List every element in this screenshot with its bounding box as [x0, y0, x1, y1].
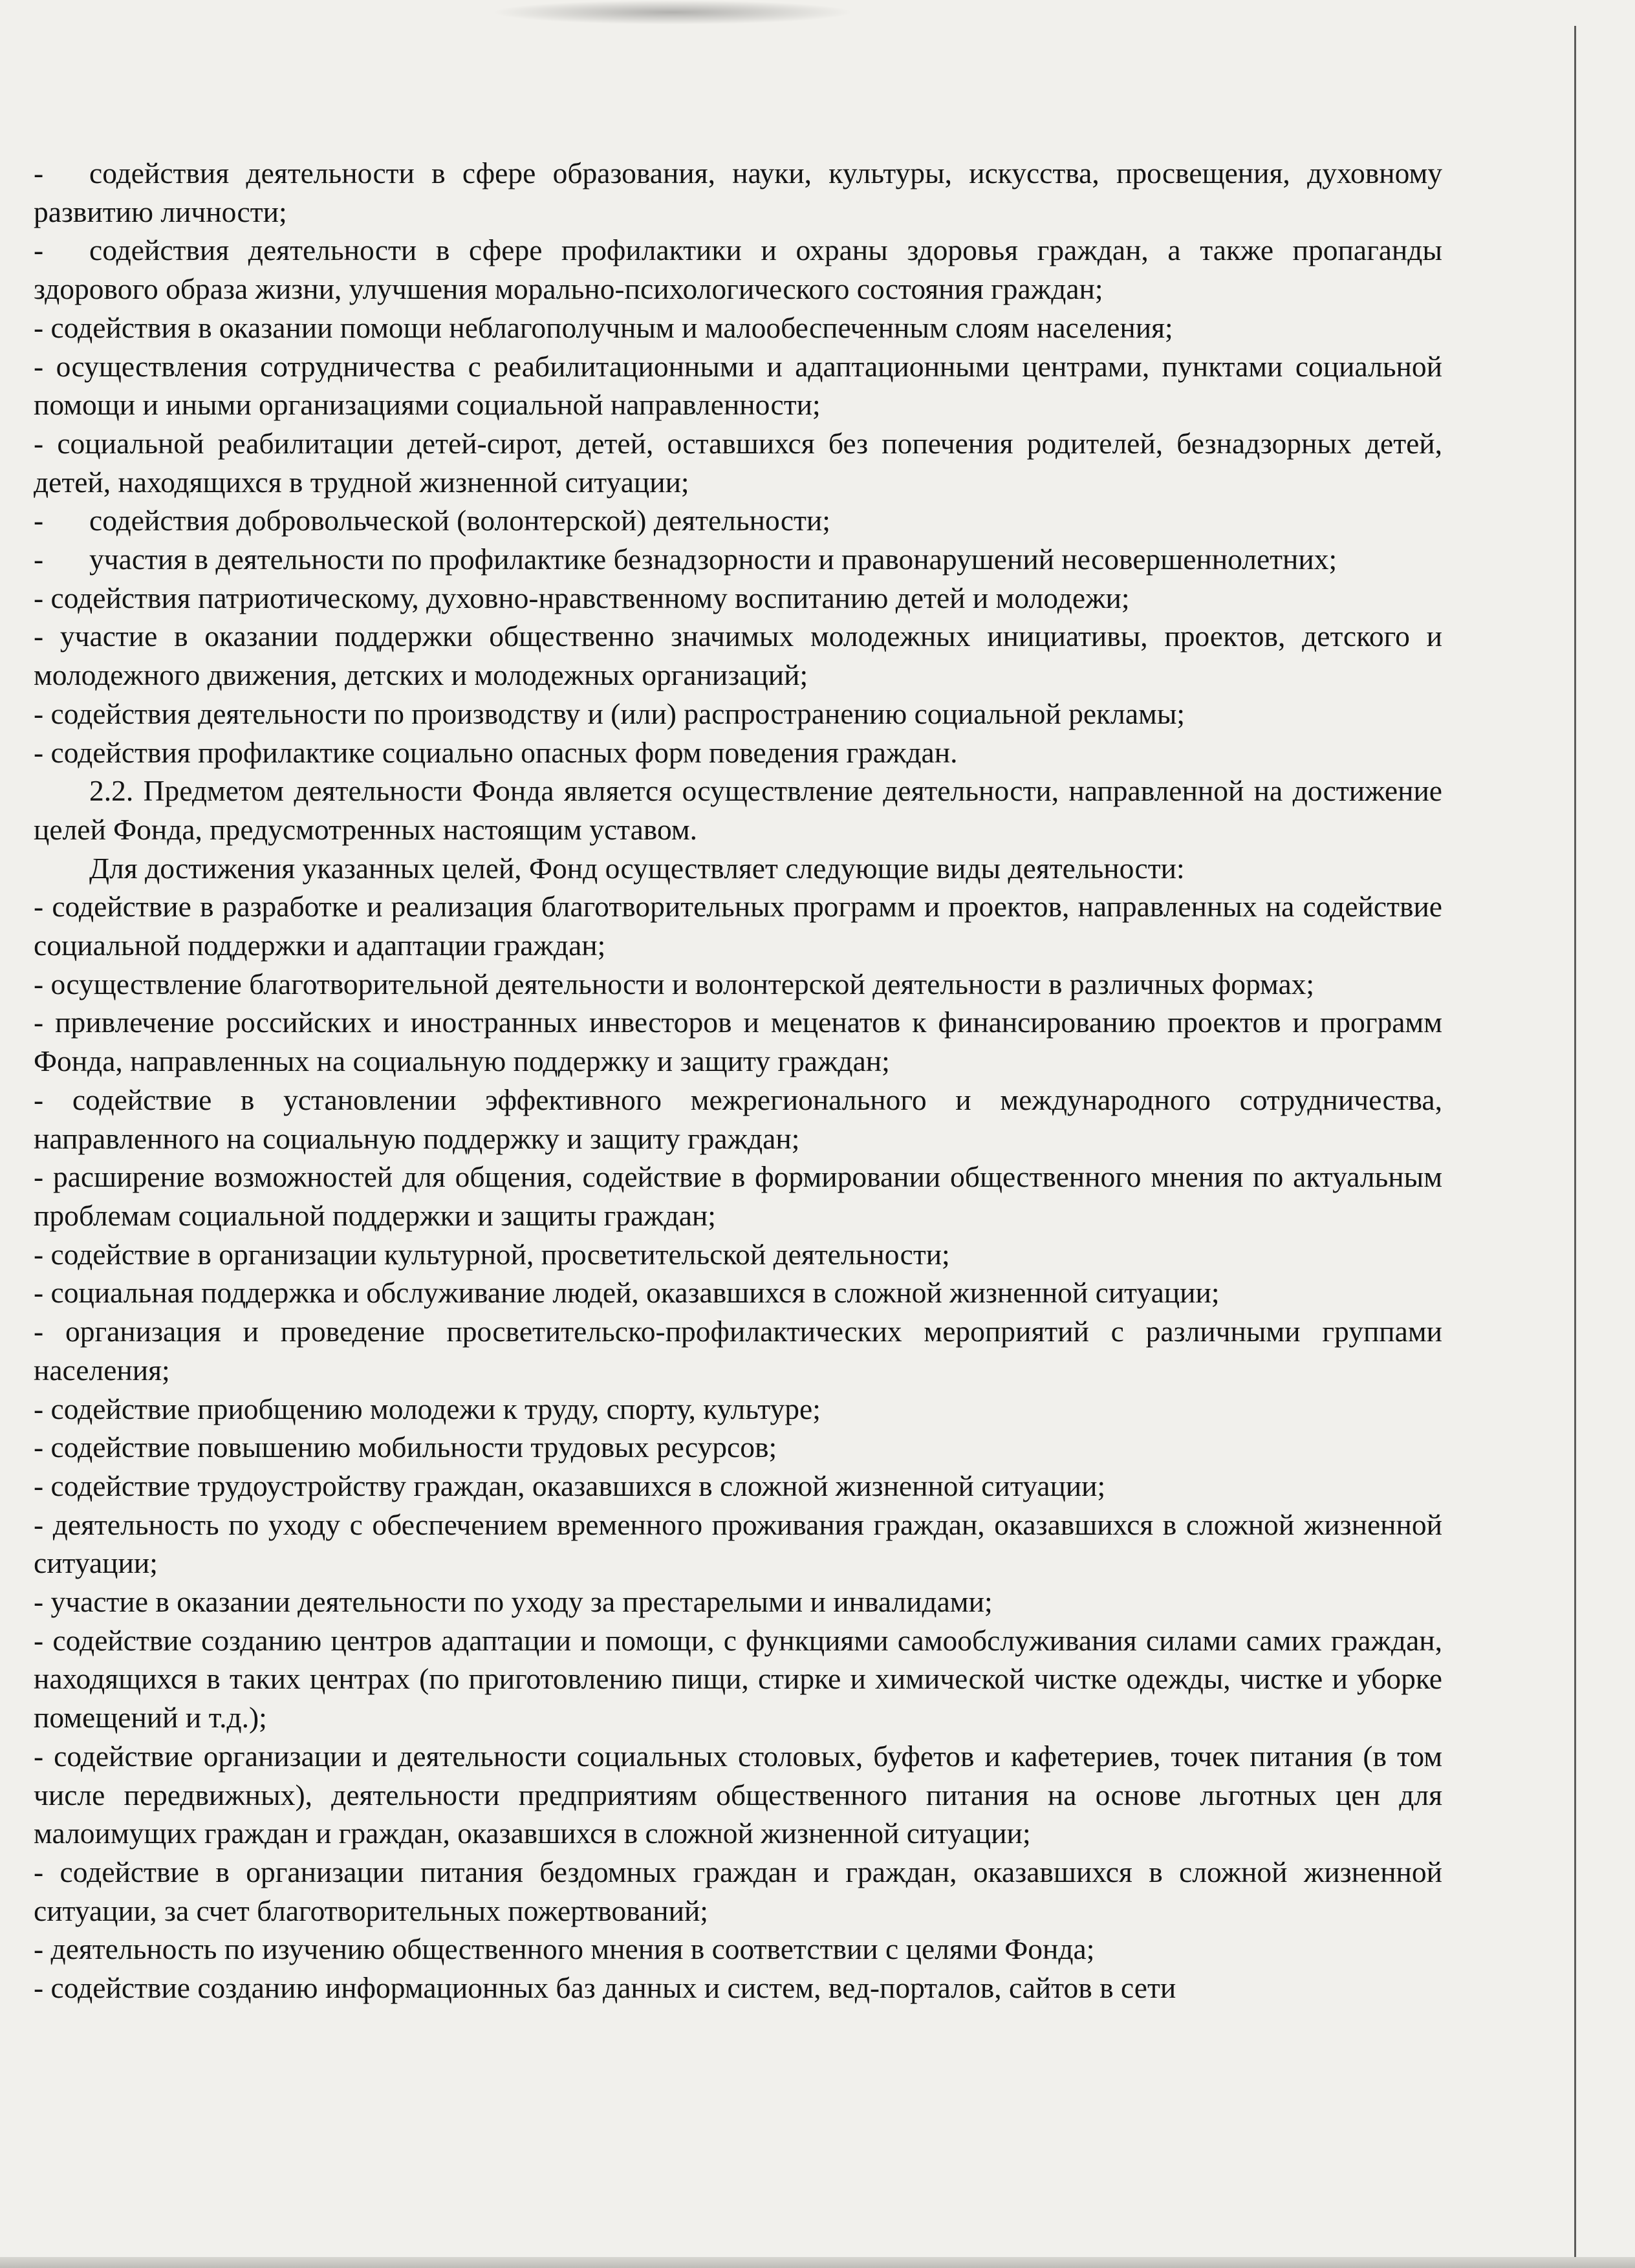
paragraph-p26: [34, 1582, 1442, 1621]
paragraph-p11: [34, 733, 1442, 772]
paragraph-text: - осуществления сотрудничества с реабилитационными и адаптационными центрами, пунктами социальной помощи и иными организациями социальной направленности;: [34, 349, 1442, 422]
paragraph-p24: [34, 1467, 1442, 1506]
list-dash: -: [34, 543, 44, 576]
list-dash: -: [34, 504, 44, 537]
paragraph-text: - осуществление благотворительной деятельности и волонтерской деятельности в различных формах;: [34, 967, 1315, 1000]
paragraph-p23: [34, 1428, 1442, 1467]
paragraph-p09: [34, 617, 1442, 694]
paragraph-text: - содействия в оказании помощи неблагополучным и малообеспеченным слоям населения;: [34, 310, 1173, 344]
paragraph-p28: [34, 1737, 1442, 1853]
paragraph-text: содействия добровольческой (волонтерской) деятельности;: [89, 504, 830, 537]
paragraph-p20: [34, 1273, 1442, 1312]
paragraph-p08: [34, 579, 1442, 618]
paragraph-text: - содействие созданию информационных баз данных и систем, вед-порталов, сайтов в сети: [34, 1971, 1176, 2005]
paragraph-text: - содействия деятельности по производству и (или) распространению социальной рекламы;: [34, 697, 1186, 730]
paragraph-p03: [34, 308, 1442, 347]
paragraph-text: - содействия патриотическому, духовно-нравственному воспитанию детей и молодежи;: [34, 581, 1130, 614]
page-right-edge-line: [1574, 26, 1576, 2268]
paragraph-text: - содействие организации и деятельности социальных столовых, буфетов и кафетериев, точек питания (в том числе передвижных), деятельности предприятиям общественного питания на основе льготных цен для малоимущих граждан и граждан, оказавшихся в сложной жизненной ситуации;: [34, 1739, 1442, 1850]
paragraph-text: - содействие трудоустройству граждан, оказавшихся в сложной жизненной ситуации;: [34, 1469, 1106, 1502]
paragraph-p05: [34, 424, 1442, 501]
paragraph-text: - содействия профилактике социально опасных форм поведения граждан.: [34, 735, 958, 769]
paragraph-text: Для достижения указанных целей, Фонд осуществляет следующие виды деятельности:: [89, 851, 1185, 885]
paragraph-p07: [34, 540, 1442, 579]
paragraph-text: участия в деятельности по профилактике безнадзорности и правонарушений несовершеннолетних;: [89, 543, 1337, 576]
document-body: [34, 154, 1442, 2007]
paragraph-p25: [34, 1506, 1442, 1582]
paragraph-text: - привлечение российских и иностранных инвесторов и меценатов к финансированию проектов и программ Фонда, направленных на социальную поддержку и защиту граждан;: [34, 1006, 1442, 1078]
paragraph-p10: [34, 695, 1442, 733]
scan-bottom-edge: [0, 2257, 1635, 2268]
paragraph-p01: [34, 154, 1442, 231]
paragraph-p19: [34, 1235, 1442, 1274]
paragraph-text: - содействие созданию центров адаптации и помощи, с функциями самообслуживания силами самих граждан, находящихся в таких центрах (по приготовлению пищи, стирке и химической чистке одежды, чистке и уборке помещений и т.д.);: [34, 1623, 1442, 1734]
paragraph-text: - участие в оказании деятельности по уходу за престарелыми и инвалидами;: [34, 1585, 993, 1619]
paragraph-text: - содействие в установлении эффективного межрегионального и международного сотрудничества, направленного на социальную поддержку и защиту граждан;: [34, 1083, 1442, 1155]
paragraph-text: содействия деятельности в сфере профилактики и охраны здоровья граждан, а также пропаганды здорового образа жизни, улучшения морально-психологического состояния граждан;: [34, 233, 1442, 306]
paragraph-text: - социальная поддержка и обслуживание людей, оказавшихся в сложной жизненной ситуации;: [34, 1276, 1220, 1310]
paragraph-p14: [34, 887, 1442, 964]
paragraph-text: - организация и проведение просветительско-профилактических мероприятий с различными группами населения;: [34, 1315, 1442, 1387]
paragraph-p17: [34, 1081, 1442, 1158]
paragraph-p04: [34, 347, 1442, 424]
paragraph-p15: [34, 965, 1442, 1004]
paragraph-p29: [34, 1853, 1442, 1930]
paragraph-text: - содействие в организации питания бездомных граждан и граждан, оказавшихся в сложной жизненной ситуации, за счет благотворительных пожертвований;: [34, 1855, 1442, 1927]
paragraph-text: - содействие повышению мобильности трудовых ресурсов;: [34, 1431, 777, 1464]
paragraph-text: - содействие приобщению молодежи к труду, спорту, культуре;: [34, 1392, 821, 1425]
paragraph-p22: [34, 1390, 1442, 1429]
paragraph-text: - содействие в разработке и реализация благотворительных программ и проектов, направленных на содействие социальной поддержки и адаптации граждан;: [34, 890, 1442, 962]
paragraph-p12: [34, 772, 1442, 848]
paragraph-p31: [34, 1969, 1442, 2007]
paragraph-p13: [34, 849, 1442, 888]
paragraph-text: - участие в оказании поддержки общественно значимых молодежных инициативы, проектов, детского и молодежного движения, детских и молодежных организаций;: [34, 620, 1442, 692]
paragraph-text: - содействие в организации культурной, просветительской деятельности;: [34, 1237, 950, 1271]
paragraph-p06: [34, 501, 1442, 540]
paragraph-text: - социальной реабилитации детей-сирот, детей, оставшихся без попечения родителей, безнадзорных детей, детей, находящихся в трудной жизненной ситуации;: [34, 426, 1442, 499]
paragraph-text: 2.2. Предметом деятельности Фонда является осуществление деятельности, направленной на достижение целей Фонда, предусмотренных настоящим уставом.: [34, 774, 1442, 846]
paragraph-p27: [34, 1621, 1442, 1737]
paragraph-p16: [34, 1003, 1442, 1080]
paragraph-text: содействия деятельности в сфере образования, науки, культуры, искусства, просвещения, духовному развитию личности;: [34, 157, 1442, 228]
paragraph-p18: [34, 1158, 1442, 1235]
paragraph-text: - деятельность по уходу с обеспечением временного проживания граждан, оказавшихся в сложной жизненной ситуации;: [34, 1507, 1442, 1580]
paragraph-p02: [34, 231, 1442, 308]
scan-top-smudge: [492, 0, 854, 25]
paragraph-p30: [34, 1930, 1442, 1969]
paragraph-p21: [34, 1312, 1442, 1389]
list-dash: -: [34, 233, 44, 267]
paragraph-text: - деятельность по изучению общественного мнения в соответствии с целями Фонда;: [34, 1932, 1095, 1966]
paragraph-text: - расширение возможностей для общения, содействие в формировании общественного мнения по актуальным проблемам социальной поддержки и защиты граждан;: [34, 1160, 1442, 1232]
list-dash: -: [34, 157, 44, 189]
